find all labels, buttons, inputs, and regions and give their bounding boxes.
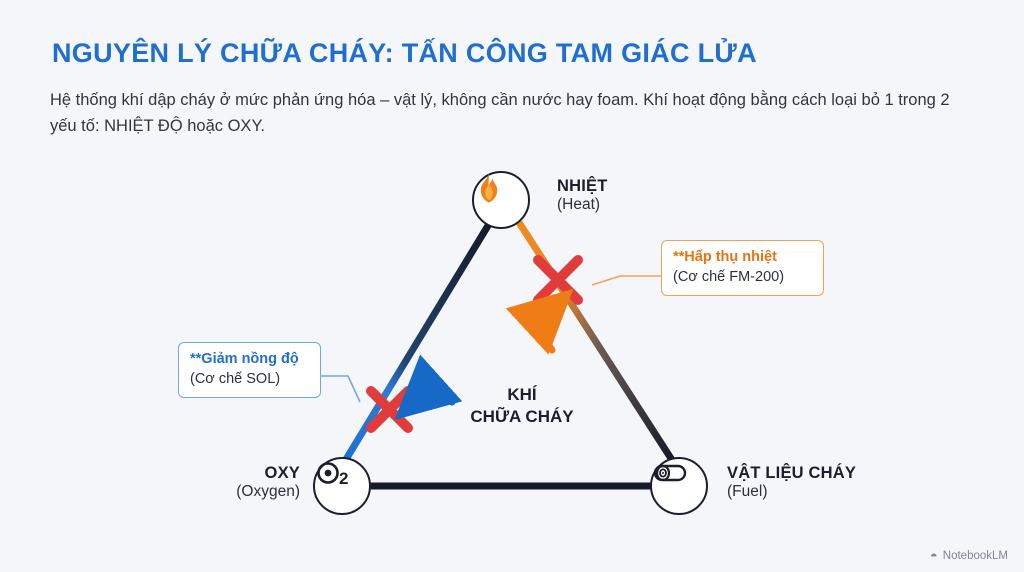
node-heat-label-group	[557, 177, 608, 214]
callout-concentration-reduction-title: **Giảm nồng độ	[190, 351, 299, 367]
callout-heat-absorption-title: **Hấp thụ nhiệt	[673, 249, 777, 265]
page-subtitle: Hệ thống khí dập cháy ở mức phản ứng hóa – vật lý, không cần nước hay foam. Khí hoạt động bằng cách loại bỏ 1 trong 2 yếu tố: NHIỆT ĐỘ hoặc OXY.	[50, 91, 950, 135]
blue-callout-connector	[321, 376, 360, 402]
fire-triangle-diagram	[0, 150, 1024, 550]
orange-callout-connector	[592, 276, 661, 285]
callout-concentration-reduction	[178, 342, 321, 398]
callout-concentration-reduction-sub: (Cơ chế SOL)	[190, 370, 281, 387]
node-fuel-sublabel: (Fuel)	[727, 483, 768, 500]
heat-mechanism-arrow-icon	[544, 303, 558, 350]
node-heat-label: NHIỆT	[557, 177, 608, 195]
suppression-agent-line1: KHÍ	[507, 385, 537, 404]
node-fuel-label: VẬT LIỆU CHÁY	[727, 464, 857, 482]
node-oxy-label-group	[200, 464, 300, 501]
notebooklm-logo-icon: ◓	[929, 548, 938, 563]
svg-text:2: 2	[339, 469, 349, 488]
flame-icon	[474, 173, 504, 205]
oxygen-molecule-icon	[315, 459, 353, 489]
callout-heat-absorption-sub: (Cơ chế FM-200)	[673, 268, 785, 285]
suppression-agent-line2: CHỮA CHÁY	[470, 407, 574, 427]
node-heat-sublabel: (Heat)	[557, 196, 601, 213]
node-fuel	[650, 457, 708, 515]
node-fuel-label-group	[727, 464, 856, 501]
callout-heat-absorption	[661, 240, 824, 296]
suppression-agent-label	[452, 384, 592, 428]
node-oxy	[313, 457, 371, 515]
watermark-label: NotebookLM	[942, 549, 1008, 562]
watermark	[930, 549, 1008, 562]
oxy-mechanism-arrow-icon	[410, 395, 452, 406]
node-oxy-sublabel: (Oxygen)	[236, 483, 300, 500]
log-wood-icon	[652, 459, 690, 487]
node-heat	[472, 171, 530, 229]
heat-side-break-x-icon	[538, 260, 578, 300]
node-oxy-label: OXY	[264, 464, 300, 482]
page-title: NGUYÊN LÝ CHỮA CHÁY: TẤN CÔNG TAM GIÁC LỬA	[52, 38, 757, 68]
